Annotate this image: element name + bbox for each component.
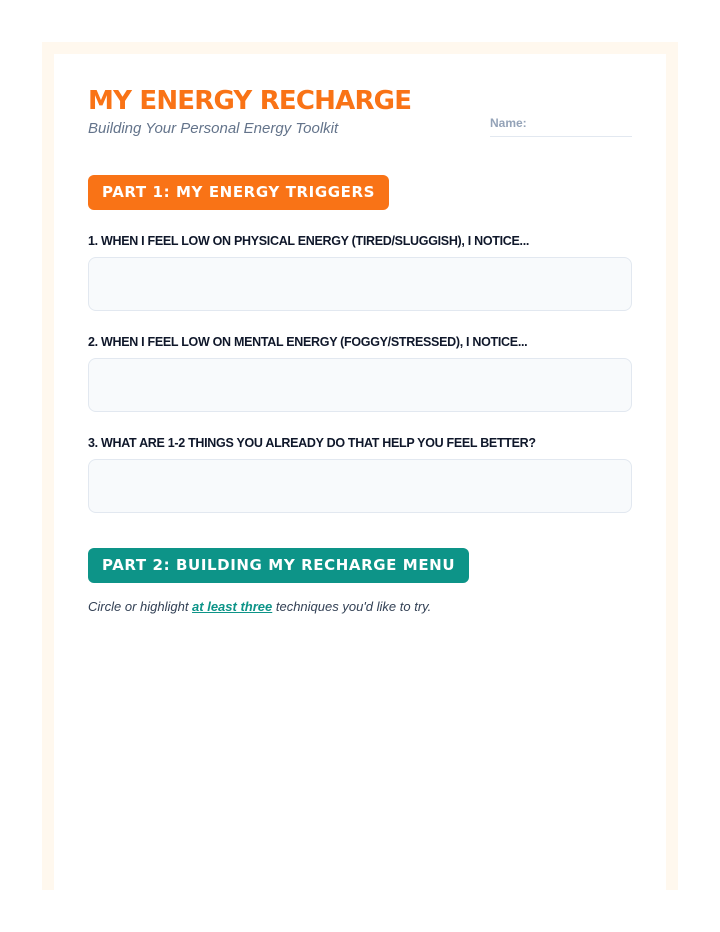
- part1-heading: PART 1: MY ENERGY TRIGGERS: [88, 175, 389, 210]
- instruction-text-end: techniques you'd like to try.: [272, 599, 432, 614]
- part1-section: [88, 175, 632, 513]
- question-2: 2. WHEN I FEEL LOW ON MENTAL ENERGY (FOGGY/STRESSED), I NOTICE...: [88, 335, 528, 349]
- worksheet-content: [88, 86, 632, 614]
- page-subtitle: Building Your Personal Energy Toolkit: [88, 120, 339, 137]
- answer-box-1[interactable]: [88, 257, 632, 311]
- instruction-emphasis: at least three: [192, 599, 273, 614]
- instruction-text-start: Circle or highlight: [88, 599, 193, 614]
- part2-instruction: [88, 599, 632, 614]
- part2-section: [88, 548, 632, 614]
- page-title: MY ENERGY RECHARGE: [88, 86, 412, 116]
- answer-box-2[interactable]: [88, 358, 632, 412]
- question-3: 3. WHAT ARE 1-2 THINGS YOU ALREADY DO THAT HELP YOU FEEL BETTER?: [88, 436, 536, 450]
- question-1: 1. WHEN I FEEL LOW ON PHYSICAL ENERGY (TIRED/SLUGGISH), I NOTICE...: [88, 234, 530, 248]
- part2-heading: PART 2: BUILDING MY RECHARGE MENU: [88, 548, 469, 583]
- name-field[interactable]: [490, 116, 632, 137]
- answer-box-3[interactable]: [88, 459, 632, 513]
- name-label: Name:: [490, 116, 527, 130]
